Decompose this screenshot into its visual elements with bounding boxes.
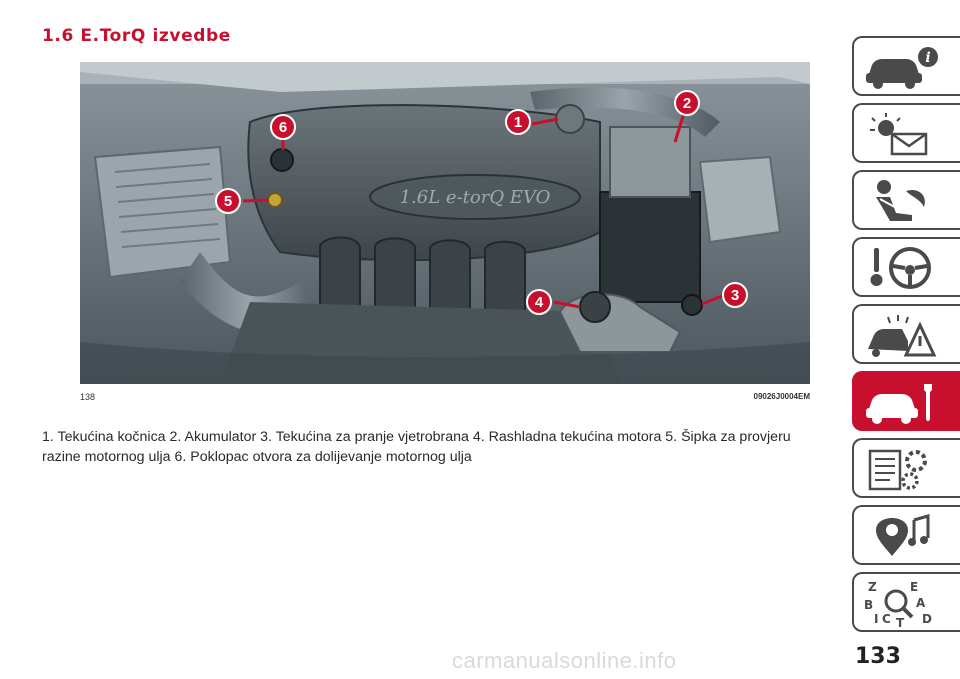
tab-car-info[interactable] — [852, 36, 960, 96]
callout-3 — [723, 283, 747, 307]
engine-bay-illustration — [80, 62, 810, 384]
watermark-text: carmanualsonline.info — [452, 648, 677, 673]
tab-car-maintenance[interactable] — [852, 371, 960, 431]
multimedia-icon — [862, 512, 942, 560]
figure-caption: 1. Tekućina kočnica 2. Akumulator 3. Tekućina za pranje vjetrobrana 4. Rashladna tekućina motora 5. Šipka za provjeru razine motornog ulja 6. Poklopac otvora za dolijevanje motornog ulja — [42, 429, 791, 465]
section-title: 1.6 E.TorQ izvedbe — [42, 26, 231, 46]
page-number: 133 — [855, 644, 901, 669]
tab-driving[interactable] — [852, 237, 960, 297]
steering-wheel-icon — [862, 244, 942, 292]
svg-text:5: 5 — [223, 193, 233, 210]
svg-text:Z: Z — [868, 580, 877, 594]
tab-warning-lights[interactable] — [852, 103, 960, 163]
tab-emergency[interactable] — [852, 304, 960, 364]
tab-safety[interactable] — [852, 170, 960, 230]
svg-text:E: E — [910, 580, 919, 594]
svg-text:C: C — [882, 612, 891, 626]
tab-multimedia[interactable] — [852, 505, 960, 565]
svg-text:B: B — [864, 598, 874, 612]
car-maintenance-icon — [862, 378, 942, 426]
figure-image-code: 09026J0004EM — [753, 392, 810, 401]
callout-1 — [506, 110, 530, 134]
emergency-icon — [862, 311, 942, 359]
tab-technical-data[interactable] — [852, 438, 960, 498]
svg-text:2: 2 — [682, 95, 692, 112]
callout-5 — [216, 189, 240, 213]
engine-cover-label: 1.6L e-torQ EVO — [399, 187, 551, 208]
svg-text:T: T — [896, 616, 905, 627]
svg-text:i: i — [925, 50, 931, 66]
callout-4 — [527, 290, 551, 314]
index-search-icon — [862, 579, 942, 627]
svg-text:3: 3 — [730, 287, 740, 304]
car-info-icon — [862, 43, 942, 91]
callout-6 — [271, 115, 295, 139]
figure-page-reference: 138 — [80, 392, 96, 402]
tab-index[interactable] — [852, 572, 960, 632]
svg-text:A: A — [916, 596, 926, 610]
svg-text:1: 1 — [513, 114, 523, 131]
svg-text:4: 4 — [534, 294, 544, 311]
warning-lights-icon — [862, 110, 942, 158]
engine-bay-photo — [80, 62, 810, 384]
seat-airbag-icon — [862, 177, 942, 225]
svg-text:I: I — [874, 612, 879, 626]
svg-text:6: 6 — [278, 119, 288, 136]
svg-text:D: D — [922, 612, 932, 626]
callout-2 — [675, 91, 699, 115]
technical-data-icon — [862, 445, 942, 493]
